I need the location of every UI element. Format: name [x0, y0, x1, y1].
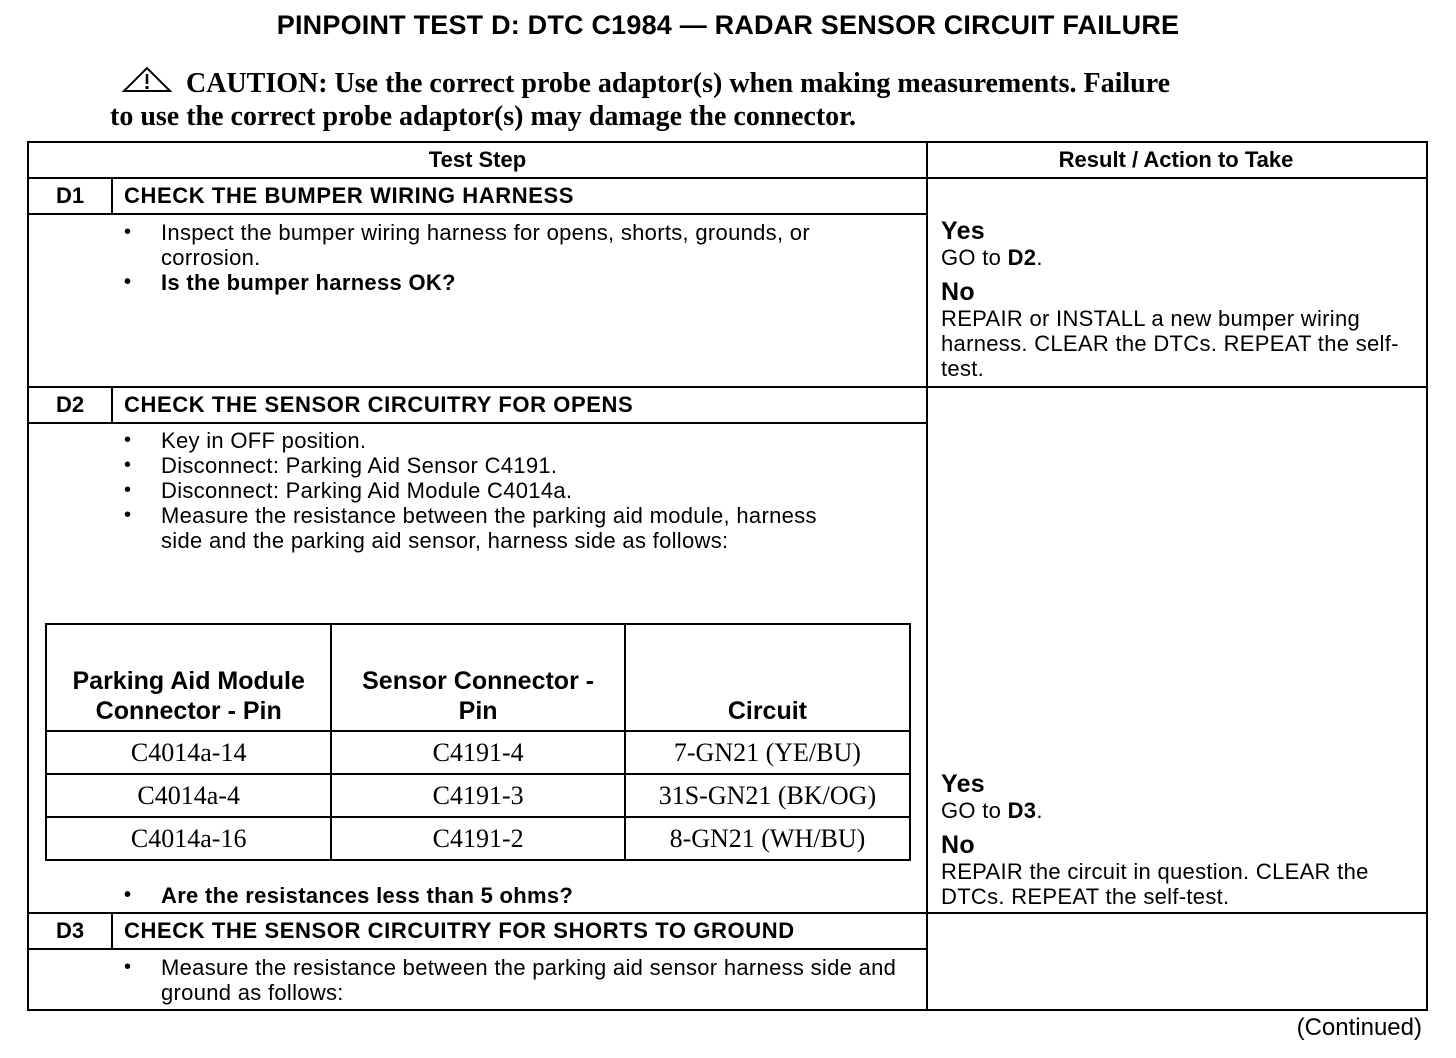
column-header: Parking Aid Module Connector - Pin	[46, 624, 331, 731]
continued-label: (Continued)	[1296, 1014, 1422, 1041]
table-row	[46, 774, 910, 817]
goto-step-link: D3	[1007, 798, 1037, 823]
list-item: • Disconnect: Parking Aid Module C4014a.	[124, 478, 844, 503]
caution-note	[110, 66, 1310, 132]
step-d3-instructions	[124, 955, 904, 1005]
yes-label: Yes	[941, 770, 986, 798]
step-d3-id: D3	[55, 918, 85, 943]
pin-circuit-table	[45, 623, 911, 861]
table-cell: C4014a-14	[46, 731, 331, 774]
no-label: No	[941, 831, 975, 859]
table-row	[46, 817, 910, 860]
list-item: • Are the resistances less than 5 ohms?	[124, 883, 914, 908]
yes-action: GO to	[941, 245, 1008, 270]
goto-step-link: D2	[1007, 245, 1037, 270]
yes-action-end: .	[1036, 245, 1043, 270]
list-item: • Disconnect: Parking Aid Sensor C4191.	[124, 453, 844, 478]
list-item: • Measure the resistance between the parking aid sensor harness side and ground as follows:	[124, 955, 904, 1005]
list-item: • Is the bumper harness OK?	[124, 270, 914, 295]
header-test-step: Test Step	[428, 147, 527, 172]
warning-triangle-icon	[120, 66, 174, 101]
step-d2-instructions	[124, 428, 844, 553]
list-item: • Inspect the bumper wiring harness for opens, shorts, grounds, or corrosion.	[124, 220, 914, 270]
yes-action-end: .	[1036, 798, 1043, 823]
table-cell: C4191-2	[331, 817, 624, 860]
table-cell: C4191-3	[331, 774, 624, 817]
page-title: PINPOINT TEST D: DTC C1984 — RADAR SENSOR CIRCUIT FAILURE	[276, 10, 1180, 40]
no-action: REPAIR the circuit in question. CLEAR the DTCs. REPEAT the self-test.	[941, 859, 1369, 909]
step-d1-instructions	[124, 220, 914, 295]
step-d1-title: CHECK THE BUMPER WIRING HARNESS	[124, 183, 575, 208]
column-header: Sensor Connector - Pin	[331, 624, 624, 731]
yes-label: Yes	[941, 217, 986, 245]
table-cell: C4191-4	[331, 731, 624, 774]
pinpoint-test-table	[27, 141, 1428, 1011]
step-d2-result	[941, 770, 1421, 909]
step-d2-question	[124, 883, 914, 908]
yes-action: GO to	[941, 798, 1008, 823]
table-cell: C4014a-16	[46, 817, 331, 860]
step-d2-id: D2	[55, 392, 85, 417]
no-action: REPAIR or INSTALL a new bumper wiring harness. CLEAR the DTCs. REPEAT the self-test.	[941, 306, 1399, 381]
caution-line-1: CAUTION: Use the correct probe adaptor(s) when making measurements. Failure	[186, 68, 1171, 99]
table-row	[46, 731, 910, 774]
column-header: Circuit	[625, 624, 910, 731]
step-d3-title: CHECK THE SENSOR CIRCUITRY FOR SHORTS TO GROUND	[124, 918, 795, 943]
list-item: • Key in OFF position.	[124, 428, 844, 453]
list-item: • Measure the resistance between the parking aid module, harness side and the parking aid sensor, harness side as follows:	[124, 503, 844, 553]
caution-line-2: to use the correct probe adaptor(s) may damage the connector.	[110, 101, 857, 132]
table-cell: C4014a-4	[46, 774, 331, 817]
step-d1-id: D1	[55, 183, 85, 208]
no-label: No	[941, 278, 975, 306]
table-cell: 7-GN21 (YE/BU)	[625, 731, 910, 774]
header-result: Result / Action to Take	[1058, 147, 1294, 172]
step-d2-title: CHECK THE SENSOR CIRCUITRY FOR OPENS	[124, 392, 634, 417]
table-cell: 31S-GN21 (BK/OG)	[625, 774, 910, 817]
table-cell: 8-GN21 (WH/BU)	[625, 817, 910, 860]
step-d1-result	[941, 217, 1421, 381]
